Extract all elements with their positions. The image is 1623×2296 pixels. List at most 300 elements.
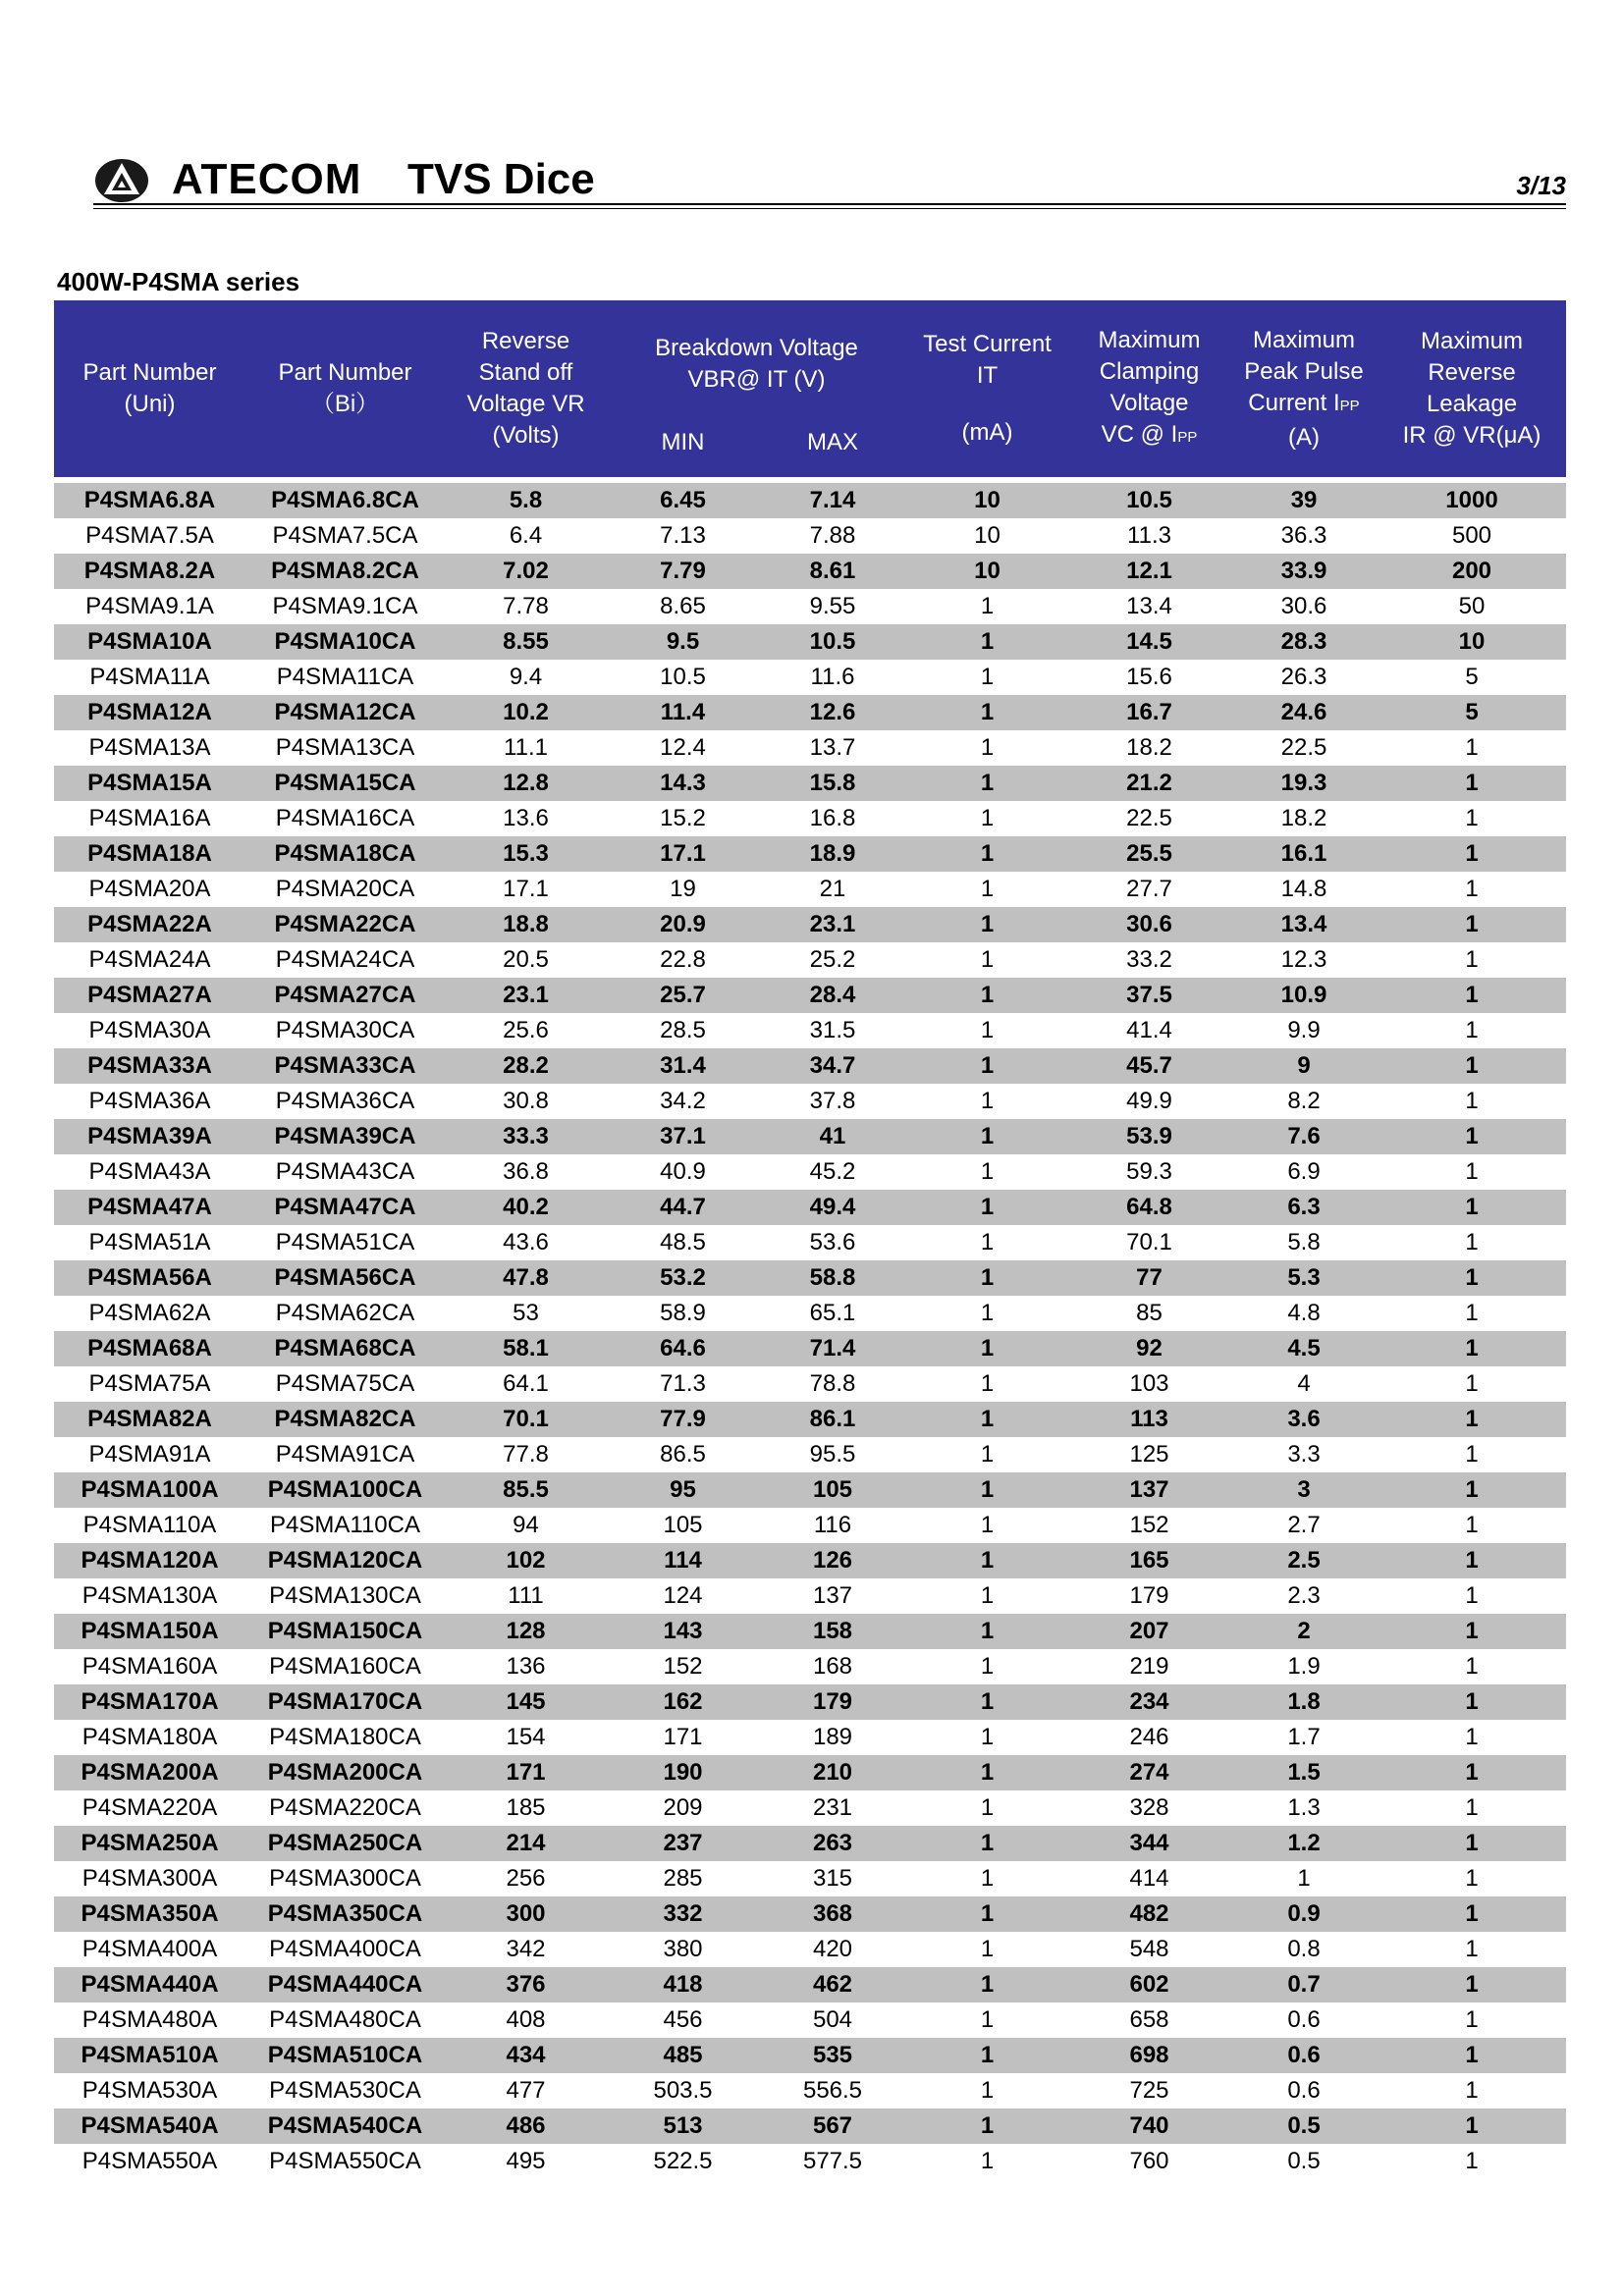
cell-it: 1 — [906, 1366, 1068, 1402]
cell-part-uni: P4SMA350A — [54, 1896, 245, 1932]
cell-vbr-max: 535 — [759, 2038, 906, 2073]
cell-ir: 1 — [1378, 1578, 1566, 1614]
cell-part-bi: P4SMA250CA — [245, 1826, 445, 1861]
cell-ir: 500 — [1378, 518, 1566, 554]
cell-part-uni: P4SMA220A — [54, 1790, 245, 1826]
cell-vr: 11.1 — [445, 730, 607, 766]
cell-ipp: 8.2 — [1230, 1084, 1378, 1119]
cell-it: 1 — [906, 1437, 1068, 1472]
cell-it: 1 — [906, 1225, 1068, 1260]
table-row — [54, 1932, 1566, 1967]
cell-vbr-min: 114 — [607, 1543, 759, 1578]
col-header-vr: Reverse Stand off Voltage VR (Volts) — [445, 300, 607, 477]
cell-ir: 10 — [1378, 624, 1566, 660]
cell-vc: 85 — [1068, 1296, 1230, 1331]
cell-ipp: 36.3 — [1230, 518, 1378, 554]
cell-vr: 408 — [445, 2002, 607, 2038]
cell-ipp: 12.3 — [1230, 942, 1378, 978]
table-row — [54, 836, 1566, 872]
cell-ir: 1 — [1378, 1402, 1566, 1437]
brand-name: ATECOM — [172, 155, 362, 203]
cell-ipp: 24.6 — [1230, 695, 1378, 730]
cell-part-uni: P4SMA22A — [54, 907, 245, 942]
cell-vbr-min: 64.6 — [607, 1331, 759, 1366]
cell-ipp: 2.7 — [1230, 1508, 1378, 1543]
cell-ipp: 28.3 — [1230, 624, 1378, 660]
cell-vbr-min: 380 — [607, 1932, 759, 1967]
cell-vr: 77.8 — [445, 1437, 607, 1472]
cell-vbr-max: 504 — [759, 2002, 906, 2038]
cell-part-uni: P4SMA160A — [54, 1649, 245, 1684]
cell-vr: 58.1 — [445, 1331, 607, 1366]
cell-part-uni: P4SMA300A — [54, 1861, 245, 1896]
cell-ipp: 2 — [1230, 1614, 1378, 1649]
cell-vbr-max: 15.8 — [759, 766, 906, 801]
cell-vbr-min: 105 — [607, 1508, 759, 1543]
cell-vbr-min: 17.1 — [607, 836, 759, 872]
cell-vc: 21.2 — [1068, 766, 1230, 801]
cell-vbr-min: 19 — [607, 872, 759, 907]
table-row — [54, 483, 1566, 518]
cell-part-bi: P4SMA56CA — [245, 1260, 445, 1296]
cell-vr: 10.2 — [445, 695, 607, 730]
cell-part-uni: P4SMA530A — [54, 2073, 245, 2109]
cell-vbr-min: 143 — [607, 1614, 759, 1649]
cell-ir: 1000 — [1378, 483, 1566, 518]
table-row — [54, 1614, 1566, 1649]
col-header-ipp: Maximum Peak Pulse Current IPP (A) — [1230, 300, 1378, 477]
table-row — [54, 1472, 1566, 1508]
cell-part-uni: P4SMA18A — [54, 836, 245, 872]
cell-ipp: 0.8 — [1230, 1932, 1378, 1967]
cell-vc: 16.7 — [1068, 695, 1230, 730]
cell-part-bi: P4SMA440CA — [245, 1967, 445, 2002]
cell-ir: 1 — [1378, 1154, 1566, 1190]
cell-vbr-min: 10.5 — [607, 660, 759, 695]
cell-ipp: 30.6 — [1230, 589, 1378, 624]
cell-ipp: 6.9 — [1230, 1154, 1378, 1190]
cell-ir: 1 — [1378, 2038, 1566, 2073]
cell-part-bi: P4SMA47CA — [245, 1190, 445, 1225]
cell-vbr-max: 16.8 — [759, 801, 906, 836]
cell-vr: 9.4 — [445, 660, 607, 695]
cell-vbr-max: 462 — [759, 1967, 906, 2002]
cell-vbr-min: 513 — [607, 2109, 759, 2144]
cell-vbr-max: 556.5 — [759, 2073, 906, 2109]
cell-vc: 37.5 — [1068, 978, 1230, 1013]
cell-ir: 1 — [1378, 1508, 1566, 1543]
cell-ir: 1 — [1378, 2109, 1566, 2144]
cell-vr: 495 — [445, 2144, 607, 2179]
table-row — [54, 2073, 1566, 2109]
table-row — [54, 2038, 1566, 2073]
cell-ipp: 33.9 — [1230, 554, 1378, 589]
cell-vbr-max: 21 — [759, 872, 906, 907]
page-number: 3/13 — [1516, 171, 1566, 200]
cell-part-bi: P4SMA30CA — [245, 1013, 445, 1048]
col-header-part-bi: Part Number （Bi） — [245, 300, 445, 477]
cell-vr: 8.55 — [445, 624, 607, 660]
cell-part-uni: P4SMA91A — [54, 1437, 245, 1472]
atecom-triangle-logo-icon — [93, 157, 150, 204]
table-row — [54, 872, 1566, 907]
series-title: 400W-P4SMA series — [57, 267, 300, 296]
col-header-part-uni: Part Number (Uni) — [54, 300, 245, 477]
cell-part-bi: P4SMA170CA — [245, 1684, 445, 1720]
cell-vc: 53.9 — [1068, 1119, 1230, 1154]
col-header-ir: Maximum Reverse Leakage IR @ VR(μA) — [1378, 300, 1566, 477]
cell-it: 1 — [906, 1402, 1068, 1437]
cell-part-bi: P4SMA68CA — [245, 1331, 445, 1366]
table-row — [54, 1225, 1566, 1260]
cell-part-uni: P4SMA16A — [54, 801, 245, 836]
cell-part-uni: P4SMA150A — [54, 1614, 245, 1649]
cell-vbr-min: 58.9 — [607, 1296, 759, 1331]
cell-part-uni: P4SMA24A — [54, 942, 245, 978]
cell-vc: 22.5 — [1068, 801, 1230, 836]
cell-vc: 548 — [1068, 1932, 1230, 1967]
cell-vr: 47.8 — [445, 1260, 607, 1296]
cell-vc: 70.1 — [1068, 1225, 1230, 1260]
cell-vbr-min: 31.4 — [607, 1048, 759, 1084]
cell-vr: 171 — [445, 1755, 607, 1790]
cell-part-uni: P4SMA180A — [54, 1720, 245, 1755]
cell-vbr-min: 237 — [607, 1826, 759, 1861]
cell-vr: 214 — [445, 1826, 607, 1861]
cell-vbr-max: 25.2 — [759, 942, 906, 978]
cell-vr: 256 — [445, 1861, 607, 1896]
cell-part-uni: P4SMA33A — [54, 1048, 245, 1084]
cell-part-bi: P4SMA27CA — [245, 978, 445, 1013]
cell-part-bi: P4SMA510CA — [245, 2038, 445, 2073]
table-row — [54, 1790, 1566, 1826]
cell-part-bi: P4SMA13CA — [245, 730, 445, 766]
cell-part-uni: P4SMA82A — [54, 1402, 245, 1437]
cell-part-bi: P4SMA180CA — [245, 1720, 445, 1755]
cell-part-bi: P4SMA91CA — [245, 1437, 445, 1472]
cell-part-uni: P4SMA100A — [54, 1472, 245, 1508]
cell-ipp: 1.2 — [1230, 1826, 1378, 1861]
cell-vr: 13.6 — [445, 801, 607, 836]
cell-vbr-max: 49.4 — [759, 1190, 906, 1225]
cell-vbr-max: 86.1 — [759, 1402, 906, 1437]
cell-ir: 1 — [1378, 1437, 1566, 1472]
cell-vr: 70.1 — [445, 1402, 607, 1437]
cell-part-uni: P4SMA47A — [54, 1190, 245, 1225]
cell-vbr-max: 179 — [759, 1684, 906, 1720]
table-body — [54, 483, 1566, 2179]
cell-it: 1 — [906, 1296, 1068, 1331]
cell-ir: 1 — [1378, 2002, 1566, 2038]
cell-ir: 1 — [1378, 1331, 1566, 1366]
cell-vbr-max: 7.14 — [759, 483, 906, 518]
cell-ipp: 3.6 — [1230, 1402, 1378, 1437]
cell-vbr-min: 7.79 — [607, 554, 759, 589]
cell-vbr-max: 126 — [759, 1543, 906, 1578]
cell-vc: 15.6 — [1068, 660, 1230, 695]
cell-part-uni: P4SMA250A — [54, 1826, 245, 1861]
cell-ipp: 1.8 — [1230, 1684, 1378, 1720]
table-row — [54, 1437, 1566, 1472]
cell-vr: 145 — [445, 1684, 607, 1720]
cell-it: 1 — [906, 801, 1068, 836]
cell-ir: 1 — [1378, 1649, 1566, 1684]
table-header — [54, 300, 1566, 483]
cell-vbr-max: 12.6 — [759, 695, 906, 730]
cell-ir: 1 — [1378, 1826, 1566, 1861]
cell-vc: 30.6 — [1068, 907, 1230, 942]
cell-it: 10 — [906, 518, 1068, 554]
cell-vc: 137 — [1068, 1472, 1230, 1508]
cell-ipp: 1.3 — [1230, 1790, 1378, 1826]
table-row — [54, 2109, 1566, 2144]
cell-ir: 5 — [1378, 695, 1566, 730]
cell-vc: 246 — [1068, 1720, 1230, 1755]
cell-ipp: 26.3 — [1230, 660, 1378, 695]
cell-vr: 43.6 — [445, 1225, 607, 1260]
cell-ipp: 0.5 — [1230, 2109, 1378, 2144]
cell-vr: 28.2 — [445, 1048, 607, 1084]
cell-vr: 64.1 — [445, 1366, 607, 1402]
cell-vc: 602 — [1068, 1967, 1230, 2002]
cell-vc: 152 — [1068, 1508, 1230, 1543]
cell-part-uni: P4SMA440A — [54, 1967, 245, 2002]
cell-part-bi: P4SMA350CA — [245, 1896, 445, 1932]
table-row — [54, 1578, 1566, 1614]
table-row — [54, 766, 1566, 801]
cell-ipp: 0.6 — [1230, 2073, 1378, 2109]
cell-it: 1 — [906, 695, 1068, 730]
cell-vc: 344 — [1068, 1826, 1230, 1861]
cell-vr: 40.2 — [445, 1190, 607, 1225]
cell-ipp: 0.6 — [1230, 2002, 1378, 2038]
cell-vbr-min: 71.3 — [607, 1366, 759, 1402]
cell-it: 1 — [906, 1684, 1068, 1720]
cell-ir: 1 — [1378, 1896, 1566, 1932]
cell-ipp: 16.1 — [1230, 836, 1378, 872]
cell-part-bi: P4SMA22CA — [245, 907, 445, 942]
cell-vr: 15.3 — [445, 836, 607, 872]
cell-part-bi: P4SMA530CA — [245, 2073, 445, 2109]
cell-ir: 1 — [1378, 1296, 1566, 1331]
cell-part-bi: P4SMA160CA — [245, 1649, 445, 1684]
cell-vbr-min: 14.3 — [607, 766, 759, 801]
cell-vr: 18.8 — [445, 907, 607, 942]
cell-vbr-max: 13.7 — [759, 730, 906, 766]
cell-vc: 27.7 — [1068, 872, 1230, 907]
cell-part-uni: P4SMA10A — [54, 624, 245, 660]
cell-ipp: 18.2 — [1230, 801, 1378, 836]
cell-ipp: 22.5 — [1230, 730, 1378, 766]
cell-part-uni: P4SMA12A — [54, 695, 245, 730]
cell-ipp: 1.5 — [1230, 1755, 1378, 1790]
cell-vc: 92 — [1068, 1331, 1230, 1366]
cell-part-bi: P4SMA75CA — [245, 1366, 445, 1402]
cell-part-bi: P4SMA400CA — [245, 1932, 445, 1967]
cell-part-uni: P4SMA9.1A — [54, 589, 245, 624]
cell-vbr-max: 368 — [759, 1896, 906, 1932]
cell-vbr-max: 420 — [759, 1932, 906, 1967]
cell-ir: 1 — [1378, 1084, 1566, 1119]
cell-ir: 1 — [1378, 872, 1566, 907]
cell-vr: 5.8 — [445, 483, 607, 518]
table-row — [54, 1967, 1566, 2002]
table-row — [54, 1402, 1566, 1437]
cell-vbr-max: 78.8 — [759, 1366, 906, 1402]
cell-vr: 7.02 — [445, 554, 607, 589]
cell-part-bi: P4SMA200CA — [245, 1755, 445, 1790]
cell-it: 1 — [906, 1154, 1068, 1190]
cell-vbr-max: 53.6 — [759, 1225, 906, 1260]
cell-vr: 376 — [445, 1967, 607, 2002]
table-row — [54, 730, 1566, 766]
cell-vr: 25.6 — [445, 1013, 607, 1048]
header-rule-thin — [93, 208, 1566, 209]
table-row — [54, 518, 1566, 554]
cell-ir: 1 — [1378, 766, 1566, 801]
cell-vr: 33.3 — [445, 1119, 607, 1154]
cell-vr: 6.4 — [445, 518, 607, 554]
cell-vbr-max: 567 — [759, 2109, 906, 2144]
header-rule — [93, 203, 1566, 205]
cell-vc: 125 — [1068, 1437, 1230, 1472]
cell-ipp: 13.4 — [1230, 907, 1378, 942]
cell-vbr-max: 95.5 — [759, 1437, 906, 1472]
cell-vbr-max: 41 — [759, 1119, 906, 1154]
cell-vc: 113 — [1068, 1402, 1230, 1437]
cell-ipp: 5.3 — [1230, 1260, 1378, 1296]
cell-it: 1 — [906, 836, 1068, 872]
cell-vbr-max: 71.4 — [759, 1331, 906, 1366]
cell-vr: 486 — [445, 2109, 607, 2144]
cell-vc: 59.3 — [1068, 1154, 1230, 1190]
cell-vr: 300 — [445, 1896, 607, 1932]
cell-ir: 5 — [1378, 660, 1566, 695]
cell-vbr-max: 231 — [759, 1790, 906, 1826]
table-row — [54, 589, 1566, 624]
cell-vc: 12.1 — [1068, 554, 1230, 589]
table-row — [54, 1755, 1566, 1790]
cell-vr: 36.8 — [445, 1154, 607, 1190]
cell-part-uni: P4SMA13A — [54, 730, 245, 766]
cell-ir: 1 — [1378, 1967, 1566, 2002]
cell-part-bi: P4SMA18CA — [245, 836, 445, 872]
table-row — [54, 1190, 1566, 1225]
cell-vr: 12.8 — [445, 766, 607, 801]
col-header-it: Test Current IT (mA) — [906, 300, 1068, 477]
table-row — [54, 1649, 1566, 1684]
cell-it: 1 — [906, 1826, 1068, 1861]
product-title: TVS Dice — [407, 155, 595, 203]
col-header-vbr-max: MAX — [806, 429, 858, 455]
cell-ir: 1 — [1378, 942, 1566, 978]
cell-vbr-min: 86.5 — [607, 1437, 759, 1472]
cell-vbr-min: 124 — [607, 1578, 759, 1614]
cell-ipp: 1 — [1230, 1861, 1378, 1896]
cell-ir: 1 — [1378, 1684, 1566, 1720]
cell-part-bi: P4SMA20CA — [245, 872, 445, 907]
cell-ipp: 3 — [1230, 1472, 1378, 1508]
cell-vbr-min: 418 — [607, 1967, 759, 2002]
cell-it: 1 — [906, 2038, 1068, 2073]
table-row — [54, 1861, 1566, 1896]
cell-ir: 1 — [1378, 1119, 1566, 1154]
cell-it: 1 — [906, 1260, 1068, 1296]
cell-vr: 53 — [445, 1296, 607, 1331]
cell-part-uni: P4SMA120A — [54, 1543, 245, 1578]
cell-ipp: 2.5 — [1230, 1543, 1378, 1578]
cell-ipp: 7.6 — [1230, 1119, 1378, 1154]
col-header-vbr: Breakdown Voltage VBR@ IT (V) MIN MAX — [607, 300, 906, 477]
table-row — [54, 1366, 1566, 1402]
cell-vbr-max: 11.6 — [759, 660, 906, 695]
cell-part-bi: P4SMA11CA — [245, 660, 445, 695]
cell-vr: 85.5 — [445, 1472, 607, 1508]
cell-vbr-min: 95 — [607, 1472, 759, 1508]
table-row — [54, 1684, 1566, 1720]
cell-it: 1 — [906, 624, 1068, 660]
cell-part-uni: P4SMA110A — [54, 1508, 245, 1543]
cell-vc: 41.4 — [1068, 1013, 1230, 1048]
cell-vbr-max: 210 — [759, 1755, 906, 1790]
cell-it: 1 — [906, 2109, 1068, 2144]
cell-vbr-min: 22.8 — [607, 942, 759, 978]
cell-part-bi: P4SMA480CA — [245, 2002, 445, 2038]
cell-it: 10 — [906, 483, 1068, 518]
table-row — [54, 1084, 1566, 1119]
cell-it: 1 — [906, 1790, 1068, 1826]
cell-it: 1 — [906, 1932, 1068, 1967]
cell-part-bi: P4SMA12CA — [245, 695, 445, 730]
cell-vc: 64.8 — [1068, 1190, 1230, 1225]
cell-ir: 1 — [1378, 978, 1566, 1013]
table-row — [54, 1048, 1566, 1084]
cell-it: 10 — [906, 554, 1068, 589]
cell-vbr-max: 65.1 — [759, 1296, 906, 1331]
cell-it: 1 — [906, 978, 1068, 1013]
table-row — [54, 1154, 1566, 1190]
table-row — [54, 2002, 1566, 2038]
cell-ir: 1 — [1378, 1013, 1566, 1048]
cell-vbr-max: 7.88 — [759, 518, 906, 554]
cell-part-bi: P4SMA33CA — [245, 1048, 445, 1084]
cell-vbr-min: 522.5 — [607, 2144, 759, 2179]
cell-part-uni: P4SMA170A — [54, 1684, 245, 1720]
cell-ipp: 0.9 — [1230, 1896, 1378, 1932]
cell-part-uni: P4SMA400A — [54, 1932, 245, 1967]
table-row — [54, 1331, 1566, 1366]
cell-vc: 165 — [1068, 1543, 1230, 1578]
cell-vbr-min: 209 — [607, 1790, 759, 1826]
cell-vbr-min: 6.45 — [607, 483, 759, 518]
cell-part-bi: P4SMA220CA — [245, 1790, 445, 1826]
table-row — [54, 554, 1566, 589]
cell-part-uni: P4SMA27A — [54, 978, 245, 1013]
cell-vbr-min: 53.2 — [607, 1260, 759, 1296]
cell-part-uni: P4SMA39A — [54, 1119, 245, 1154]
cell-it: 1 — [906, 942, 1068, 978]
cell-vbr-max: 28.4 — [759, 978, 906, 1013]
cell-vc: 179 — [1068, 1578, 1230, 1614]
cell-it: 1 — [906, 1543, 1068, 1578]
cell-ipp: 4.8 — [1230, 1296, 1378, 1331]
cell-vc: 219 — [1068, 1649, 1230, 1684]
cell-part-bi: P4SMA550CA — [245, 2144, 445, 2179]
cell-vbr-min: 34.2 — [607, 1084, 759, 1119]
cell-vc: 45.7 — [1068, 1048, 1230, 1084]
cell-part-bi: P4SMA120CA — [245, 1543, 445, 1578]
cell-it: 1 — [906, 2002, 1068, 2038]
